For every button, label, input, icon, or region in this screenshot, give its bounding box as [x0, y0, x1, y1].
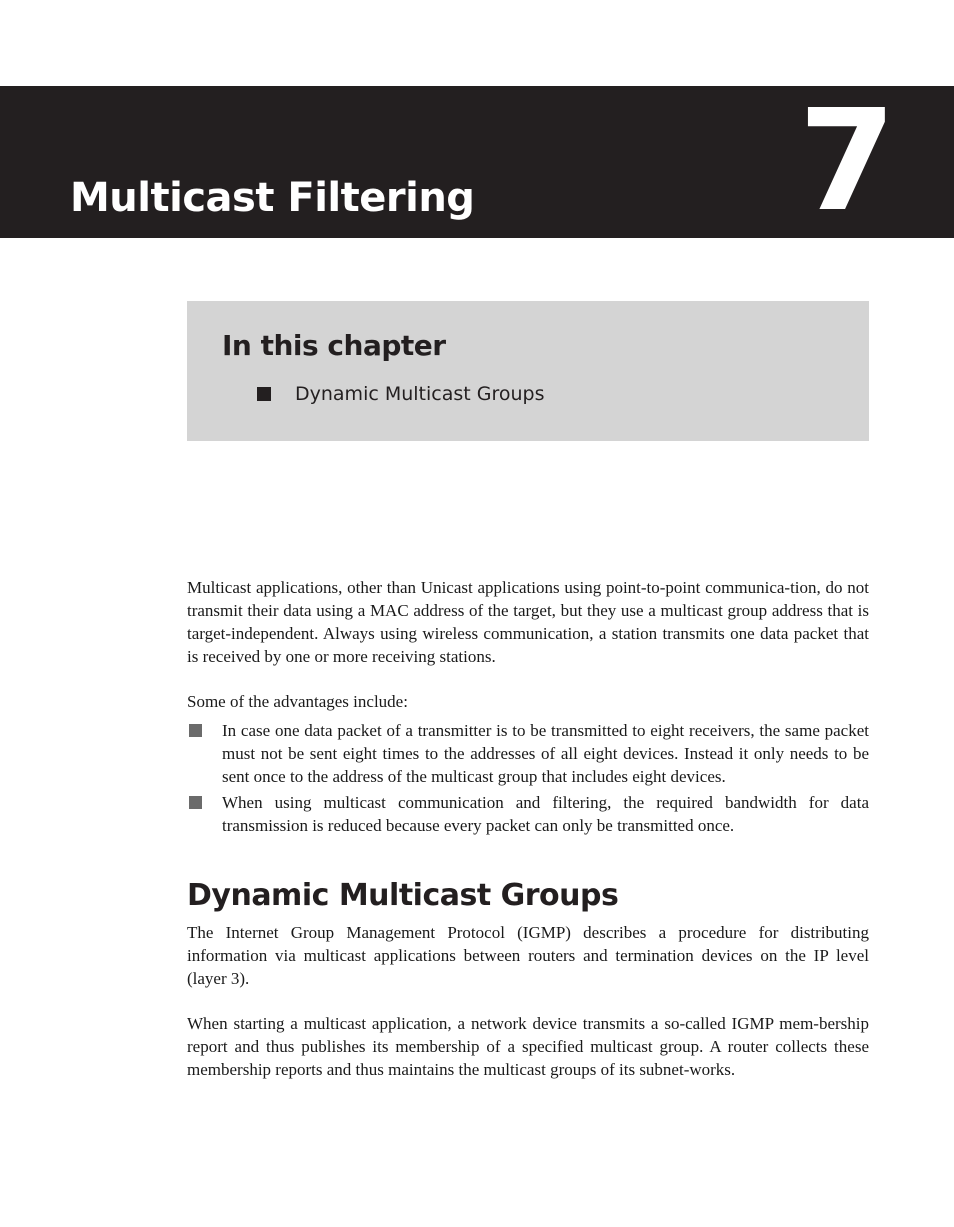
chapter-number: 7	[798, 80, 892, 243]
chapter-toc-item[interactable]	[257, 383, 545, 405]
igmp-paragraph: The Internet Group Management Protocol (IGMP) describes a procedure for distributing information via multicast applications between routers and termination devices on the IP level (layer 3).	[187, 923, 869, 988]
advantages-list	[187, 719, 869, 837]
square-bullet-icon	[189, 796, 202, 809]
list-item	[187, 719, 869, 788]
chapter-toc-item-label: Dynamic Multicast Groups	[295, 383, 545, 405]
list-item-text: In case one data packet of a transmitter is to be transmitted to eight receivers, the same packet must not be sent eight times to the addresses of all eight devices. Instead it only needs to be sent once to the address of the multicast group that includes eight devices.	[222, 721, 869, 786]
advantages-intro: Some of the advantages include:	[187, 692, 408, 711]
list-item-text: When using multicast communication and filtering, the required bandwidth for data transmission is reduced because every packet can only be transmitted once.	[222, 793, 869, 835]
in-this-chapter-box	[187, 301, 869, 441]
body-content	[187, 576, 869, 1081]
intro-paragraph: Multicast applications, other than Unicast applications using point-to-point communica-tion, do not transmit their data using a MAC address of the target, but they use a multicast group address that is target-independent. Always using wireless communication, a station transmits one data packet that is received by one or more receiving stations.	[187, 578, 869, 666]
membership-paragraph: When starting a multicast application, a network device transmits a so-called IGMP mem-bership report and thus publishes its membership of a specified multicast group. A router collects these membership reports and thus maintains the multicast groups of its subnet-works.	[187, 1014, 869, 1079]
chapter-title: Multicast Filtering	[70, 175, 475, 221]
square-bullet-icon	[189, 724, 202, 737]
section-heading: Dynamic Multicast Groups	[187, 878, 619, 913]
in-this-chapter-heading: In this chapter	[222, 329, 446, 362]
square-bullet-icon	[257, 387, 271, 401]
list-item	[187, 791, 869, 837]
